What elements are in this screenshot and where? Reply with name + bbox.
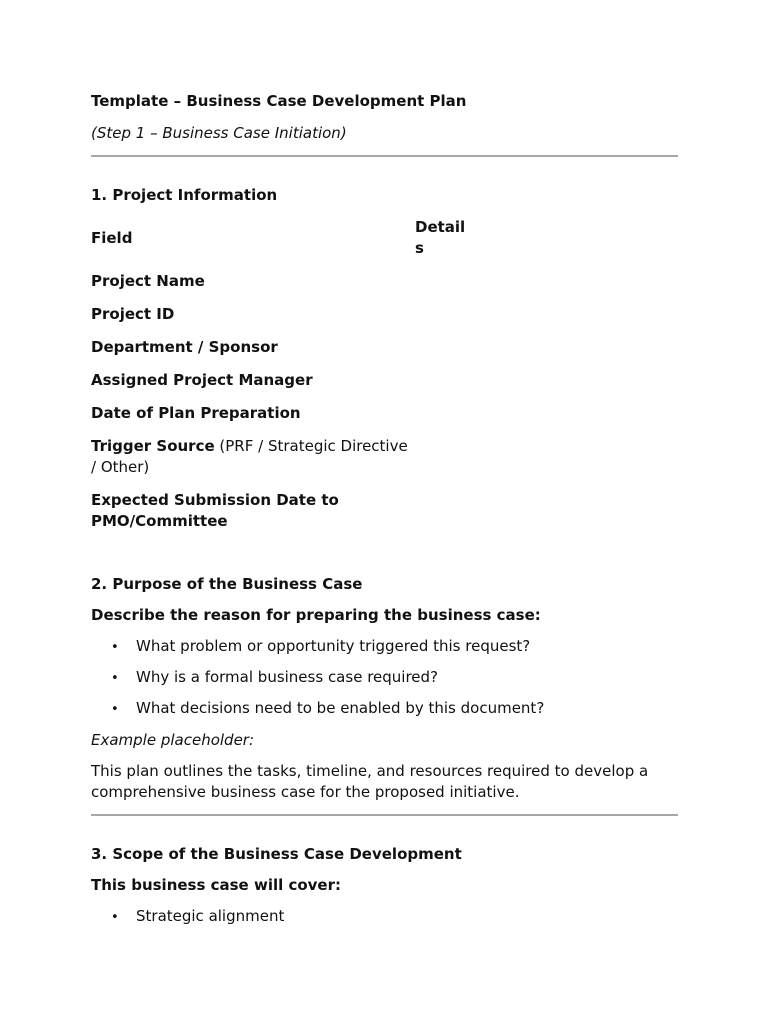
list-item: What problem or opportunity triggered this request? [136, 637, 531, 655]
section-heading-project-information: 1. Project Information [91, 186, 278, 204]
horizontal-rule [91, 814, 678, 816]
field-label-project-name: Project Name [91, 272, 205, 290]
field-label-project-manager: Assigned Project Manager [91, 371, 313, 389]
bullet-icon: • [111, 702, 119, 717]
section-heading-purpose: 2. Purpose of the Business Case [91, 575, 363, 593]
document-title: Template – Business Case Development Plan [91, 92, 467, 110]
trigger-source-note: (PRF / Strategic Directive [214, 437, 408, 455]
purpose-prompt: Describe the reason for preparing the business case: [91, 606, 541, 624]
list-item: Why is a formal business case required? [136, 668, 438, 686]
scope-prompt: This business case will cover: [91, 876, 342, 894]
trigger-source-label: Trigger Source [91, 437, 215, 455]
bullet-icon: • [111, 910, 119, 925]
field-label-submission-date-line2: PMO/Committee [91, 512, 228, 530]
field-label-submission-date-line1: Expected Submission Date to [91, 491, 339, 509]
example-text-line1: This plan outlines the tasks, timeline, and resources required to develop a [91, 762, 649, 780]
table-header-field: Field [91, 229, 133, 247]
horizontal-rule [91, 155, 678, 157]
example-placeholder-label: Example placeholder: [91, 731, 255, 749]
field-label-trigger-source [91, 436, 408, 457]
list-item: Strategic alignment [136, 907, 285, 925]
table-header-details-line1: Detail [415, 218, 466, 236]
table-header-details-line2: s [415, 239, 424, 257]
bullet-icon: • [111, 640, 119, 655]
example-text-line2: comprehensive business case for the proposed initiative. [91, 783, 520, 801]
section-heading-scope: 3. Scope of the Business Case Development [91, 845, 462, 863]
bullet-icon: • [111, 671, 119, 686]
trigger-source-note-line2: / Other) [91, 458, 150, 476]
field-label-plan-date: Date of Plan Preparation [91, 404, 301, 422]
field-label-department-sponsor: Department / Sponsor [91, 338, 278, 356]
field-label-project-id: Project ID [91, 305, 175, 323]
list-item: What decisions need to be enabled by this document? [136, 699, 545, 717]
document-subtitle: (Step 1 – Business Case Initiation) [91, 124, 347, 142]
